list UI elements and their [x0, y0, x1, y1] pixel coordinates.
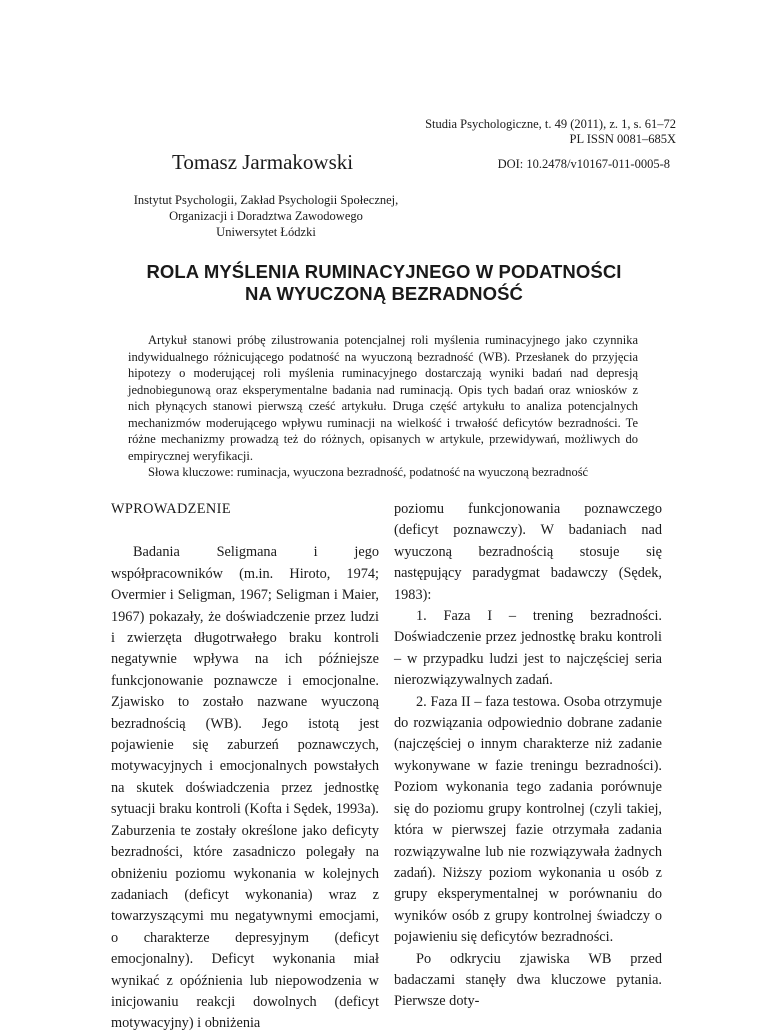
body-paragraph: Badania Seligmana i jego współpracowników (m.in. Hiroto, 1974; Overmier i Seligman, 1967; Seligman i Maier, 1967) pokazały, że doświadczenie przez ludzi i zwierzęta długotrwałego braku kontroli negatywnie wpływa na ich późniejsze funkcjonowanie poznawcze i emocjonalne. Zjawisko to zostało nazwane wyuczoną bezradnością (WB). Jego istotą jest pojawienie się zaburzeń poznawczych, motywacyjnych i emocjonalnych powstałych na skutek doświadczenia przez jednostkę sytuacji braku kontroli (Kofta i Sędek, 1993a). Zaburzenia te zostały określone jako deficyty bezradności, które zasadniczo polegały na obniżeniu poziomu wykonania w kolejnych zadaniach (deficyt wykonania) wraz z towarzyszącymi mu negatywnymi emocjami, o charakterze depresyjnym (deficyt emocjonalny). Deficyt wykonania miał wynikać z opóźnienia lub niepowodzenia w inicjowaniu reakcji dowolnych (deficyt motywacyjny) i obniżenia — [111, 544, 379, 1032]
body-paragraph: poziomu funkcjonowania poznawczego (deficyt poznawczy). W badaniach nad wyuczoną bezradnością stosuje się następujący paradygmat badawczy (Sędek, 1983): — [394, 501, 662, 603]
section-heading: WPROWADZENIE — [111, 501, 231, 517]
body-paragraph: 2. Faza II – faza testowa. Osoba otrzymuje do rozwiązania odpowiednio dobrane zadanie (najczęściej o innym charakterze niż zadanie wykonywane w fazie treningu bezradności). Poziom wykonania tego zadania porównuje się do poziomu grupy kontrolnej (czyli takiej, która w pierwszej fazie otrzymała zadania rozwiązywalne lub nie rozwiązywała żadnych zadań). Niższy poziom wykonania u osób z grupy eksperymentalnej w porównaniu do wyników osób z grupy kontrolnej świadczy o pojawieniu się deficytów bezradności. — [394, 693, 662, 946]
affiliation-line-1: Instytut Psychologii, Zakład Psychologii Społecznej, — [133, 193, 399, 207]
right-column — [394, 499, 662, 1013]
affiliation-line-3: Uniwersytet Łódzki — [216, 225, 316, 239]
doi-line: DOI: 10.2478/v10167-011-0005-8 — [497, 157, 670, 171]
body-paragraph: 1. Faza I – trening bezradności. Doświadczenie przez jednostkę braku kontroli – w przypadku ludzi jest to najczęściej seria nierozwiązywalnych zadań. — [394, 608, 662, 689]
journal-issn-line: PL ISSN 0081–685X — [569, 132, 676, 146]
title-line-1: ROLA MYŚLENIA RUMINACYJNEGO W PODATNOŚCI — [146, 261, 622, 282]
keywords: Słowa kluczowe: ruminacja, wyuczona bezradność, podatność na wyuczoną bezradność — [148, 465, 589, 479]
affiliation-line-2: Organizacji i Doradztwa Zawodowego — [169, 209, 363, 223]
journal-volume-line: Studia Psychologiczne, t. 49 (2011), z. 1, s. 61–72 — [425, 117, 676, 131]
author-name: Tomasz Jarmakowski — [172, 150, 354, 174]
abstract-body: Artykuł stanowi próbę zilustrowania potencjalnej roli myślenia ruminacyjnego jako czynnika indywidualnego różnicującego podatność na wyuczoną bezradność (WB). Przesłanek do przyjęcia hipotezy o moderującej roli myślenia ruminacyjnego dostarczają wyniki badań nad depresją jednobiegunową oraz eksperymentalne badania nad ruminacją. Opis tych badań oraz wniosków z nich płynących stanowi pierwszą cześć artykułu. Druga część artykułu to analiza potencjalnych mechanizmów moderującego wpływu ruminacji na wielkość i trwałość deficytów bezradności. Te różne mechanizmy prowadzą też do różnych, opisanych w artykule, przewidywań, możliwych do empirycznej weryfikacji. — [128, 333, 638, 463]
journal-citation — [336, 117, 676, 147]
left-column — [111, 499, 379, 1035]
body-paragraph: Po odkryciu zjawiska WB przed badaczami stanęły dwa kluczowe pytania. Pierwsze doty- — [394, 950, 662, 1010]
title-line-2: NA WYUCZONĄ BEZRADNOŚĆ — [245, 283, 523, 304]
article-title — [0, 261, 768, 305]
abstract — [128, 332, 638, 481]
author-affiliation — [116, 192, 416, 240]
